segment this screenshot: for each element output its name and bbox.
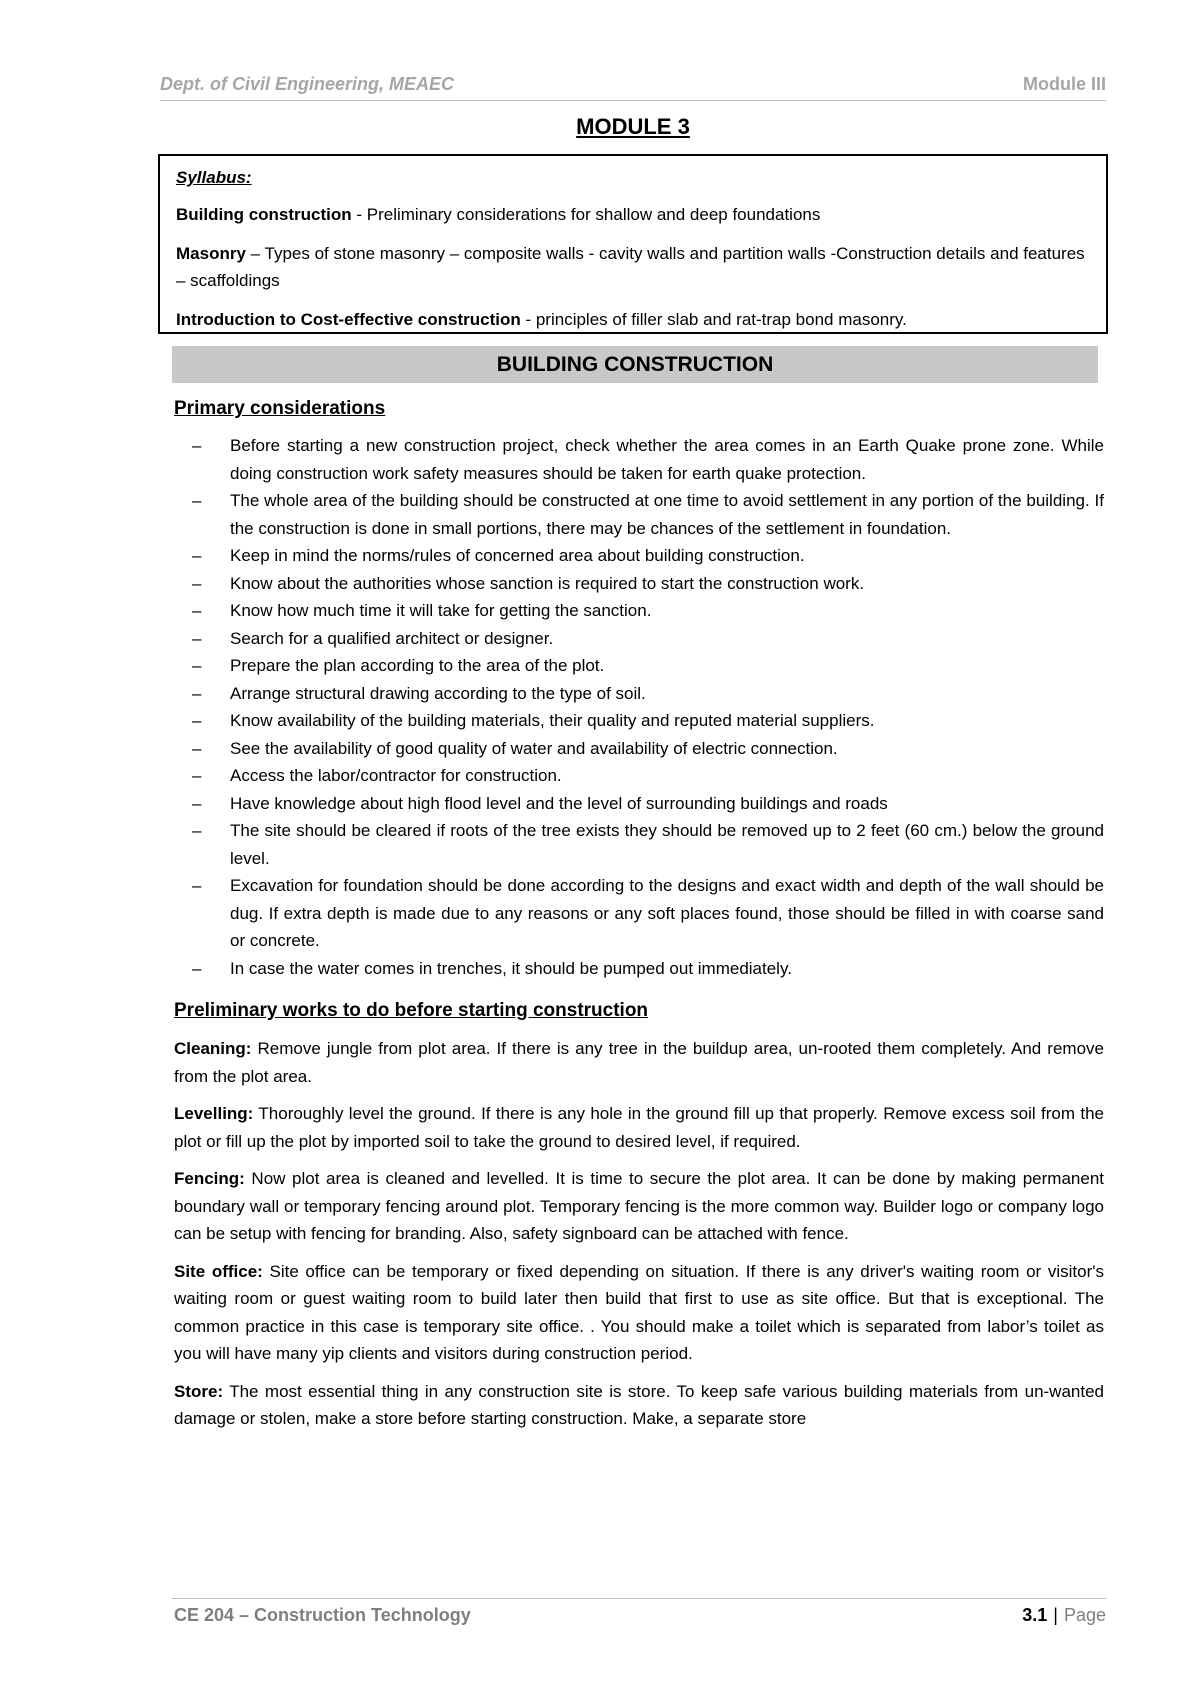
dash-marker: – <box>192 491 202 510</box>
list-item <box>174 625 1104 653</box>
paragraph-text: Site office can be temporary or fixed depending on situation. If there is any driver's waiting room or visitor's waiting room or guest waiting room to build later then build that first to use as site office. But that is exceptional. The common practice in this case is temporary site office. . You should make a toilet which is separated from labor’s toilet as you will have many yip clients and visitors during construction period. <box>174 1261 1104 1363</box>
list-item-text: The whole area of the building should be constructed at one time to avoid settlement in any portion of the building. If the construction is done in small portions, there may be chances of the settlement in foundation. <box>230 491 1104 538</box>
syllabus-item-title: Building construction <box>176 205 352 224</box>
syllabus-item-title: Introduction to Cost-effective construction <box>176 310 521 329</box>
syllabus-box <box>158 154 1108 334</box>
main-content <box>174 394 1104 1433</box>
list-item <box>174 817 1104 872</box>
syllabus-item-title: Masonry <box>176 244 246 263</box>
page-word: Page <box>1063 1605 1106 1625</box>
paragraph-text: Remove jungle from plot area. If there is any tree in the buildup area, un-rooted them completely. And remove from the plot area. <box>174 1039 1104 1086</box>
paragraph-term: Site office: <box>174 1261 263 1281</box>
syllabus-item <box>176 240 1096 294</box>
paragraph-cleaning <box>174 1035 1104 1090</box>
dash-marker: – <box>192 683 202 703</box>
paragraph-term: Store: <box>174 1381 224 1401</box>
list-item <box>174 570 1104 598</box>
paragraph-site-office <box>174 1258 1104 1368</box>
list-item-text: Arrange structural drawing according to the type of soil. <box>230 683 646 703</box>
dash-marker: – <box>192 573 202 593</box>
list-item-text: Know how much time it will take for getting the sanction. <box>230 601 652 620</box>
header-department: Dept. of Civil Engineering, MEAEC <box>160 74 455 94</box>
list-item <box>174 487 1104 542</box>
list-item-text: Know about the authorities whose sanction is required to start the construction work. <box>230 573 865 593</box>
list-item <box>174 432 1104 487</box>
list-item-text: The site should be cleared if roots of the tree exists they should be removed up to 2 feet (60 cm.) below the ground level. <box>230 821 1104 868</box>
paragraph-term: Fencing: <box>174 1169 245 1188</box>
paragraph-term: Levelling: <box>174 1104 254 1123</box>
list-item <box>174 542 1104 570</box>
list-item-text: Have knowledge about high flood level and the level of surrounding buildings and roads <box>230 793 888 813</box>
syllabus-label: Syllabus: <box>176 168 252 187</box>
dash-marker: – <box>192 958 202 978</box>
primary-considerations-list <box>174 432 1104 982</box>
page-separator: | <box>1053 1605 1058 1625</box>
list-item <box>174 955 1104 983</box>
list-item-text: Before starting a new construction project, check whether the area comes in an Earth Quake prone zone. While doing construction work safety measures should be taken for earth quake protection. <box>230 436 1104 483</box>
dash-marker: – <box>192 738 202 758</box>
paragraph-fencing <box>174 1165 1104 1248</box>
paragraph-text: Now plot area is cleaned and levelled. It is time to secure the plot area. It can be done by making permanent boundary wall or temporary fencing around plot. Temporary fencing is the more common way. Builder logo or company logo can be setup with fencing for branding. Also, safety signboard can be attached with fence. <box>174 1169 1104 1243</box>
primary-considerations-heading: Primary considerations <box>174 398 386 419</box>
running-footer <box>172 1598 1106 1629</box>
syllabus-item-text: - Preliminary considerations for shallow and deep foundations <box>351 205 821 224</box>
list-item <box>174 762 1104 790</box>
paragraph-text: Thoroughly level the ground. If there is any hole in the ground fill up that properly. Remove excess soil from the plot or fill up the plot by imported soil to take the ground to desired level, if required. <box>174 1104 1104 1151</box>
syllabus-item-text: – Types of stone masonry – composite walls - cavity walls and partition walls -Construction details and features – scaffoldings <box>176 244 1085 290</box>
syllabus-item <box>176 201 1096 228</box>
dash-marker: – <box>192 876 202 895</box>
page-title: MODULE 3 <box>576 114 690 139</box>
paragraph-store <box>174 1378 1104 1433</box>
list-item-text: Search for a qualified architect or designer. <box>230 628 554 648</box>
list-item <box>174 680 1104 708</box>
list-item-text: Excavation for foundation should be done according to the designs and exact width and depth of the wall should be dug. If extra depth is made due to any reasons or any soft places found, those should be filled in with coarse sand or concrete. <box>230 876 1104 950</box>
dash-marker: – <box>192 821 202 840</box>
dash-marker: – <box>192 793 202 813</box>
list-item <box>174 872 1104 955</box>
page-number: 3.1 <box>1022 1605 1048 1625</box>
list-item-text: See the availability of good quality of water and availability of electric connection. <box>230 738 838 758</box>
dash-marker: – <box>192 766 202 785</box>
footer-page <box>1022 1605 1106 1626</box>
preliminary-works-heading: Preliminary works to do before starting construction <box>174 1000 649 1021</box>
header-module: Module III <box>1023 74 1106 94</box>
paragraph-text: The most essential thing in any construction site is store. To keep safe various building materials from un-wanted damage or stolen, make a store before starting construction. Make, a separate store <box>174 1381 1104 1428</box>
syllabus-item <box>176 306 1096 333</box>
dash-marker: – <box>192 628 202 648</box>
list-item-text: Keep in mind the norms/rules of concerned area about building construction. <box>230 546 805 565</box>
running-header <box>160 74 1106 101</box>
list-item <box>174 707 1104 735</box>
list-item-text: Access the labor/contractor for construction. <box>230 766 562 785</box>
dash-marker: – <box>192 656 202 675</box>
paragraph-levelling <box>174 1100 1104 1155</box>
list-item <box>174 790 1104 818</box>
list-item <box>174 735 1104 763</box>
dash-marker: – <box>192 436 202 455</box>
paragraph-term: Cleaning: <box>174 1039 252 1058</box>
list-item <box>174 597 1104 625</box>
list-item-text: In case the water comes in trenches, it should be pumped out immediately. <box>230 958 792 978</box>
section-banner: BUILDING CONSTRUCTION <box>172 346 1098 383</box>
dash-marker: – <box>192 601 202 620</box>
list-item-text: Know availability of the building materials, their quality and reputed material suppliers. <box>230 711 875 730</box>
list-item-text: Prepare the plan according to the area of the plot. <box>230 656 605 675</box>
dash-marker: – <box>192 711 202 730</box>
footer-course: CE 204 – Construction Technology <box>174 1605 471 1625</box>
syllabus-item-text: - principles of filler slab and rat-trap bond masonry. <box>520 310 907 329</box>
list-item <box>174 652 1104 680</box>
dash-marker: – <box>192 546 202 565</box>
